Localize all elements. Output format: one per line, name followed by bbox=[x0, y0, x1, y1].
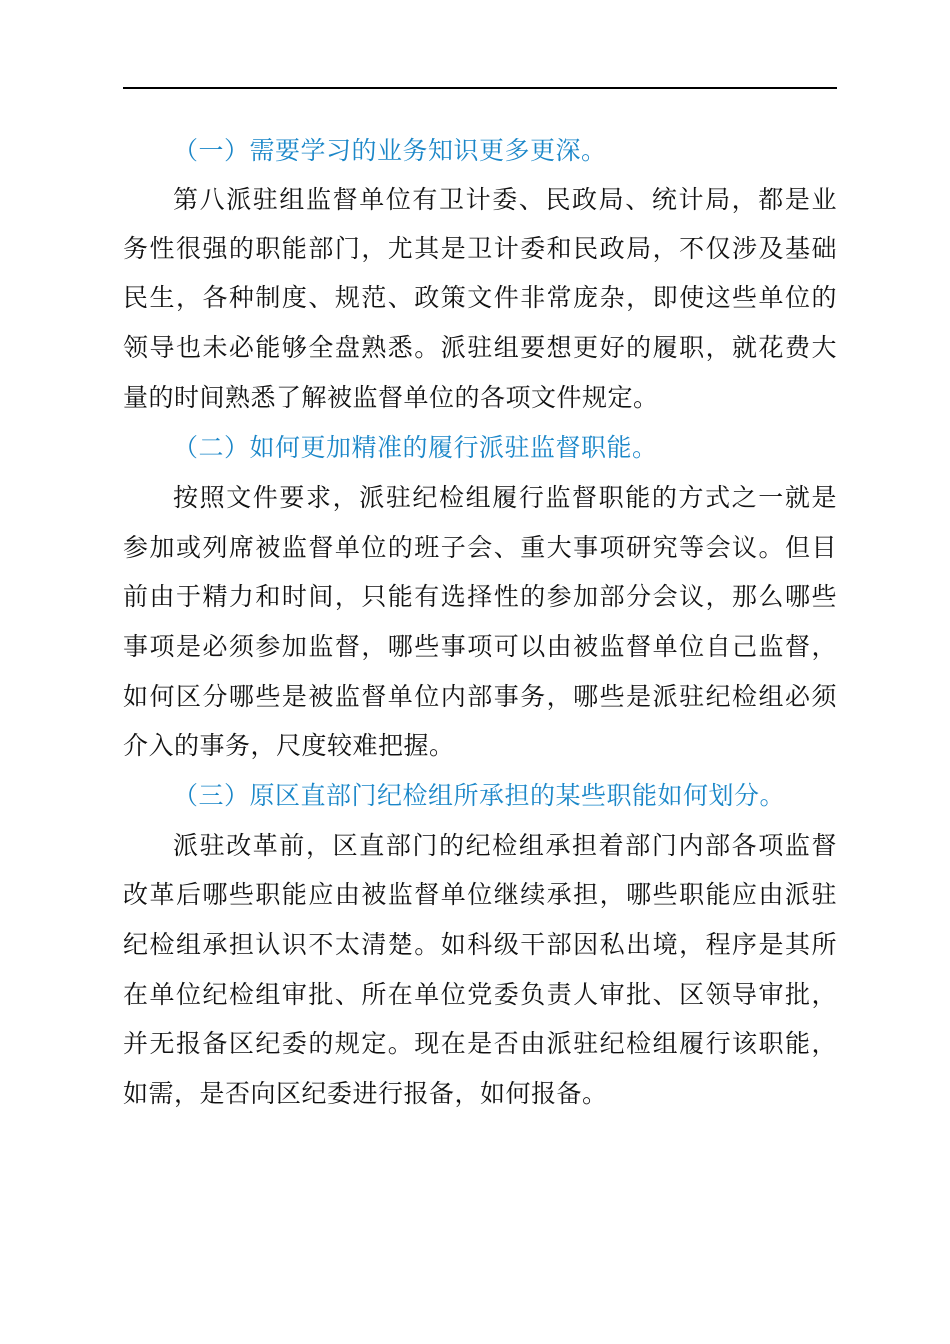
paragraph-line: 第八派驻组监督单位有卫计委、民政局、统计局，都是业 bbox=[173, 185, 837, 214]
paragraph-line: 务性很强的职能部门，尤其是卫计委和民政局，不仅涉及基础 bbox=[123, 234, 837, 263]
paragraph-line: 前由于精力和时间，只能有选择性的参加部分会议，那么哪些 bbox=[123, 582, 837, 611]
paragraph-line: 介入的事务，尺度较难把握。 bbox=[123, 731, 455, 760]
paragraph-line: 按照文件要求，派驻纪检组履行监督职能的方式之一就是 bbox=[173, 483, 837, 512]
paragraph-line: 如需，是否向区纪委进行报备，如何报备。 bbox=[123, 1079, 608, 1108]
paragraph-line: 领导也未必能够全盘熟悉。派驻组要想更好的履职，就花费大 bbox=[123, 333, 837, 362]
paragraph-line: 派驻改革前，区直部门的纪检组承担着部门内部各项监督 bbox=[173, 831, 837, 860]
paragraph-line: 事项是必须参加监督，哪些事项可以由被监督单位自己监督， bbox=[123, 632, 837, 661]
section-heading-3: （三）原区直部门纪检组所承担的某些职能如何划分。 bbox=[173, 781, 786, 810]
paragraph-line: 参加或列席被监督单位的班子会、重大事项研究等会议。但目 bbox=[123, 533, 837, 562]
paragraph-line: 在单位纪检组审批、所在单位党委负责人审批、区领导审批， bbox=[123, 980, 837, 1009]
section-heading-2: （二）如何更加精准的履行派驻监督职能。 bbox=[173, 433, 658, 462]
paragraph-line: 量的时间熟悉了解被监督单位的各项文件规定。 bbox=[123, 383, 659, 412]
paragraph-line: 纪检组承担认识不太清楚。如科级干部因私出境，程序是其所 bbox=[123, 930, 837, 959]
header-rule bbox=[123, 87, 837, 89]
section-heading-1: （一）需要学习的业务知识更多更深。 bbox=[173, 136, 607, 165]
paragraph-line: 改革后哪些职能应由被监督单位继续承担，哪些职能应由派驻 bbox=[123, 880, 837, 909]
paragraph-line: 民生，各种制度、规范、政策文件非常庞杂，即使这些单位的 bbox=[123, 283, 837, 312]
paragraph-line: 如何区分哪些是被监督单位内部事务，哪些是派驻纪检组必须 bbox=[123, 682, 837, 711]
paragraph-line: 并无报备区纪委的规定。现在是否由派驻纪检组履行该职能， bbox=[123, 1029, 837, 1058]
